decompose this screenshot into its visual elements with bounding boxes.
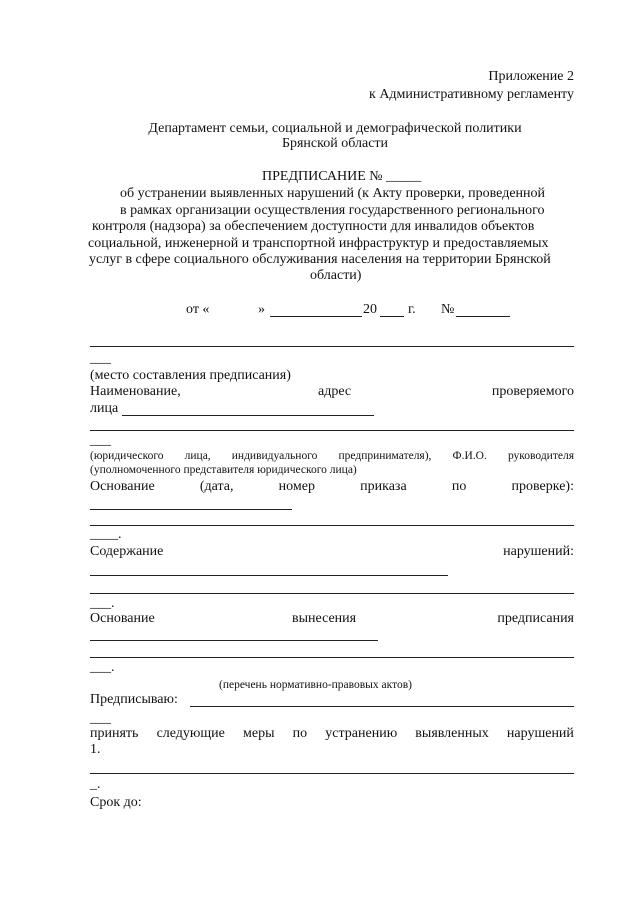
subtitle-line: социальной, инженерной и транспортной инфраструктур и предоставляемых: [88, 236, 549, 251]
basis-field[interactable]: [90, 509, 292, 510]
appendix-number: Приложение 2: [488, 69, 574, 84]
issue-basis-word: вынесения: [292, 611, 357, 626]
appendix-reference: к Административному регламенту: [369, 87, 574, 102]
measures-word: устранению: [325, 726, 398, 741]
content-end: ___.: [90, 596, 115, 611]
date-quote-close: »: [258, 302, 265, 317]
subtitle-line: области): [310, 268, 362, 283]
subtitle-line: в рамках организации осуществления государственного регионального: [120, 203, 545, 218]
basis-word: Основание: [90, 479, 155, 494]
basis-label: [90, 479, 574, 495]
prescribe-dash: ___: [90, 711, 111, 726]
year-field[interactable]: [380, 316, 404, 317]
entity-dash: ___: [90, 433, 111, 448]
measures-word: принять: [90, 726, 139, 741]
prescribe-field[interactable]: [190, 706, 574, 707]
subtitle-line: контроля (надзора) за обеспечением доступности для инвалидов объектов: [92, 219, 535, 234]
person-label: лица: [90, 401, 119, 416]
measures-word: меры: [243, 726, 275, 741]
content-label-word: нарушений:: [503, 544, 574, 559]
entity-hint: [90, 450, 574, 463]
name-label-word: адрес: [318, 384, 352, 399]
date-field[interactable]: [270, 316, 362, 317]
acts-hint: (перечень нормативно-правовых актов): [219, 679, 412, 691]
hint-word: индивидуального: [231, 450, 318, 462]
violations-field-2[interactable]: [90, 593, 574, 594]
number-label: №: [441, 302, 455, 317]
basis-end: ____.: [90, 527, 122, 542]
entity-name-field[interactable]: [122, 415, 374, 416]
deadline-label: Срок до:: [90, 795, 142, 810]
issue-basis-end: ___.: [90, 660, 115, 675]
hint-word: предпринимателя),: [338, 450, 432, 462]
hint-word: (юридического: [90, 450, 164, 462]
subtitle-line: услуг в сфере социального обслуживания населения на территории Брянской: [89, 252, 551, 267]
issue-basis-word: предписания: [497, 611, 574, 626]
hint-word: лица,: [184, 450, 211, 462]
date-from-label: от «: [186, 302, 210, 317]
issue-basis-field-2[interactable]: [90, 657, 574, 658]
measure-item-number: 1.: [90, 742, 101, 757]
subtitle-line: об устранении выявленных нарушений (к Акту проверки, проведенной: [120, 186, 546, 201]
issue-basis-field[interactable]: [90, 640, 378, 641]
prescribe-label: Предписываю:: [90, 692, 178, 707]
number-field[interactable]: [456, 316, 510, 317]
date-year-label: 20: [363, 302, 377, 317]
measures-word: выявленных: [415, 726, 489, 741]
basis-word: проверке):: [511, 479, 574, 494]
violations-field[interactable]: [90, 575, 448, 576]
document-title: ПРЕДПИСАНИЕ № _____: [262, 169, 422, 184]
place-hint: (место составления предписания): [90, 368, 291, 383]
content-label-word: Содержание: [90, 544, 164, 559]
basis-word: по: [451, 479, 467, 494]
entity-name-field-2[interactable]: [90, 430, 574, 431]
measures-word: следующие: [156, 726, 225, 741]
basis-word: номер: [278, 479, 315, 494]
date-year-suffix: г.: [408, 302, 416, 317]
measures-word: нарушений: [506, 726, 574, 741]
measures-word: по: [292, 726, 308, 741]
basis-word: приказа: [360, 479, 407, 494]
hint-word: Ф.И.О.: [452, 450, 487, 462]
name-label-word: Наименование,: [90, 384, 181, 399]
hint-word: руководителя: [507, 450, 574, 462]
place-dash: ___: [90, 351, 111, 366]
department-name: Департамент семьи, социальной и демографической политики: [148, 121, 522, 136]
name-label-word: проверяемого: [491, 384, 574, 399]
measure-field[interactable]: [90, 773, 574, 774]
basis-word: (дата,: [199, 479, 234, 494]
measures-label: [90, 726, 574, 742]
place-field[interactable]: [90, 346, 574, 347]
issue-basis-word: Основание: [90, 611, 155, 626]
basis-field-2[interactable]: [90, 525, 574, 526]
measures-end: _.: [90, 777, 101, 792]
entity-hint-line2: (уполномоченного представителя юридического лица): [90, 464, 357, 476]
department-region: Брянской области: [281, 136, 389, 151]
